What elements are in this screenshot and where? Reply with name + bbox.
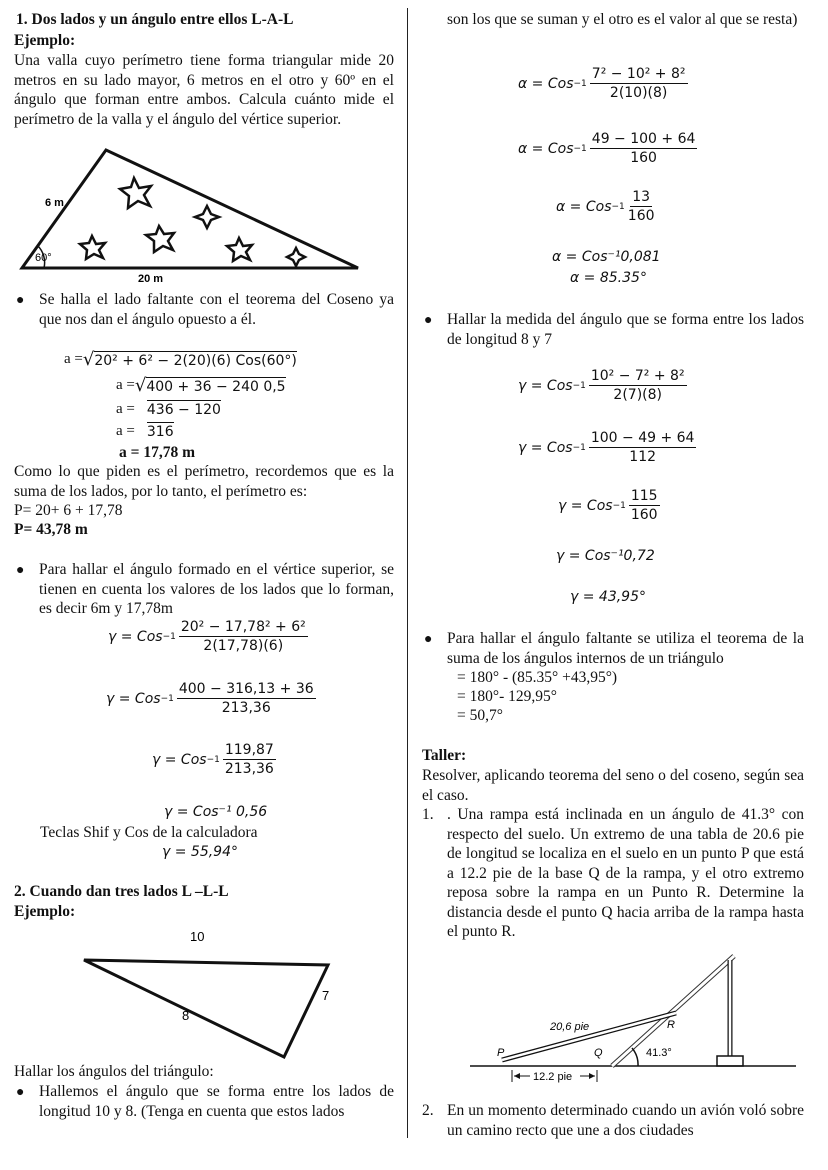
alpha-equation-1: α = Cos −1 $\frac{\text{7² − 10² + 8²}}{2(10)(8)}$: [518, 66, 686, 101]
section-1-title: 1. Dos lados y un ángulo entre ellos L-A-L: [16, 11, 294, 28]
bullet-angle-sum: Para hallar el ángulo faltante se utiliza el teorema de la suma de los ángulos internos de un triángulo: [447, 630, 804, 667]
triangle-fence-figure: [14, 140, 374, 288]
fig3-angle-label: 41.3°: [646, 1047, 672, 1059]
angle-sum-1: = 180° - (85.35° +43,95°): [457, 669, 618, 686]
gamma2-equation-3: γ = Cos −1 $\frac{115}{160}$: [558, 488, 658, 523]
section-1-example-label: Ejemplo:: [14, 32, 76, 49]
fig2-left-label: 8: [182, 1008, 190, 1023]
gamma2-equation-2: γ = Cos −1 $\frac{100 - 49 + 64}{112}$: [518, 430, 695, 465]
bullet-cosine-theorem: Se halla el lado faltante con el teorema del Coseno ya que nos dan el ángulo opuesto a él.: [39, 291, 394, 328]
section-2-task: Hallar los ángulos del triángulo:: [14, 1063, 214, 1080]
perimeter-equation: P= 20+ 6 + 17,78: [14, 502, 123, 519]
fig2-top-label: 10: [190, 929, 205, 944]
fig1-side-label: 6 m: [45, 197, 64, 209]
problem-1-text: . Una rampa está inclinada en un ángulo de 41.3° con respecto del suelo. Un extremo de una tabla de 20.6 pie de longitud se localiza en el suelo en un punto P que está a 12.2 pie de la base Q de la rampa, y el otro extremo reposa sobre la rampa en un Punto R. Determine la distancia desde el punto Q hacia arriba de la rampa hasta el punto R.: [447, 806, 804, 940]
alpha-equation-3: α = Cos −1 $\frac{13}{160}$: [556, 189, 655, 224]
bullet-marker: ●: [16, 1085, 25, 1100]
column-divider: [407, 8, 408, 1138]
bullet-upper-angle: Para hallar el ángulo formado en el vértice superior, se tienen en cuenta los valores de los lados que lo forman, es decir 6m y 17,78m: [39, 561, 394, 617]
workshop-intro: Resolver, aplicando teorema del seno o del coseno, según sea el caso.: [422, 767, 804, 804]
triangle-sss-figure: [74, 925, 354, 1065]
problem-1-number: 1.: [422, 806, 434, 823]
problem-2-text: En un momento determinado cuando un avión voló sobre un camino recto que une a dos ciudades: [447, 1102, 804, 1139]
bullet-marker: ●: [424, 632, 433, 647]
perimeter-result: P= 43,78 m: [14, 521, 88, 538]
bullet-marker: ●: [16, 293, 25, 308]
perimeter-text: Como lo que piden es el perímetro, recordemos que es la suma de los lados, por lo tanto, el perímetro es:: [14, 463, 394, 500]
equation-a-2: a = √ 400 + 36 − 240 0,5: [116, 375, 286, 396]
gamma-equation-4: γ = Cos⁻¹ 0,56: [164, 804, 268, 820]
section-2-title: 2. Cuando dan tres lados L –L-L: [14, 883, 229, 900]
bullet-angle-8-7: Hallar la medida del ángulo que se forma entre los lados de longitud 8 y 7: [447, 311, 804, 348]
fig2-right-label: 7: [322, 988, 330, 1003]
gamma2-result: γ = 43,95°: [570, 589, 646, 605]
alpha-equation-2: α = Cos −1 $\frac{49 - 100 + 64}{160}$: [518, 131, 696, 166]
fig1-base-label: 20 m: [138, 273, 164, 285]
gamma-equation-3: γ = Cos −1 $\frac{119,87}{213,36}$: [152, 742, 274, 777]
calculator-note: Teclas Shif y Cos de la calculadora: [40, 824, 258, 841]
alpha-equation-4: α = Cos⁻¹0,081: [552, 249, 661, 265]
continued-text: son los que se suman y el otro es el valor al que se resta): [447, 11, 798, 28]
equation-a-4: a = 316: [116, 422, 174, 440]
workshop-title: Taller:: [422, 747, 467, 764]
equation-a-1: a = √ 20² + 6² − 2(20)(6) Cos(60°): [64, 349, 297, 370]
fig3-q-label: Q: [594, 1047, 603, 1059]
fig3-p-label: P: [497, 1047, 505, 1059]
bullet-angle-10-8: Hallemos el ángulo que se forma entre los lados de longitud 10 y 8. (Tenga en cuenta que estos lados: [39, 1083, 394, 1120]
alpha-result: α = 85.35°: [570, 270, 647, 286]
result-a: a = 17,78 m: [119, 444, 195, 461]
fig3-board-label: 20,6 pie: [550, 1021, 590, 1033]
section-2-example-label: Ejemplo:: [14, 903, 76, 920]
equation-a-3: a = 436 − 120: [116, 400, 221, 418]
fig3-r-label: R: [667, 1019, 675, 1031]
angle-sum-2: = 180°- 129,95°: [457, 688, 557, 705]
gamma-equation-2: γ = Cos −1 $\frac{400 - 316,13 + 36}{213,36}$: [106, 681, 314, 716]
bullet-marker: ●: [16, 563, 25, 578]
angle-sum-3: = 50,7°: [457, 707, 503, 724]
problem-statement: Una valla cuyo perímetro tiene forma triangular mide 20 metros en su lado mayor, 6 metros en el otro y 60º en el ángulo que forman entre ambos. Calcula cuánto mide el perímetro de la valla y el ángulo del vértice superior.: [14, 52, 394, 128]
fig3-distance-label: 12.2 pie: [533, 1071, 573, 1083]
ramp-figure: [462, 948, 802, 1088]
gamma2-equation-4: γ = Cos⁻¹0,72: [556, 548, 655, 564]
gamma-result: γ = 55,94°: [162, 844, 238, 860]
problem-2-number: 2.: [422, 1102, 434, 1119]
fig1-angle-label: 60°: [35, 252, 52, 264]
bullet-marker: ●: [424, 313, 433, 328]
gamma2-equation-1: γ = Cos −1 $\frac{\text{10² − 7² + 8²}}{2(7)(8)}$: [518, 368, 685, 403]
gamma-equation-1: γ = Cos −1 $\frac{\text{20² − 17,78² + 6²}}{2(17,78)(6)}$: [108, 619, 306, 654]
